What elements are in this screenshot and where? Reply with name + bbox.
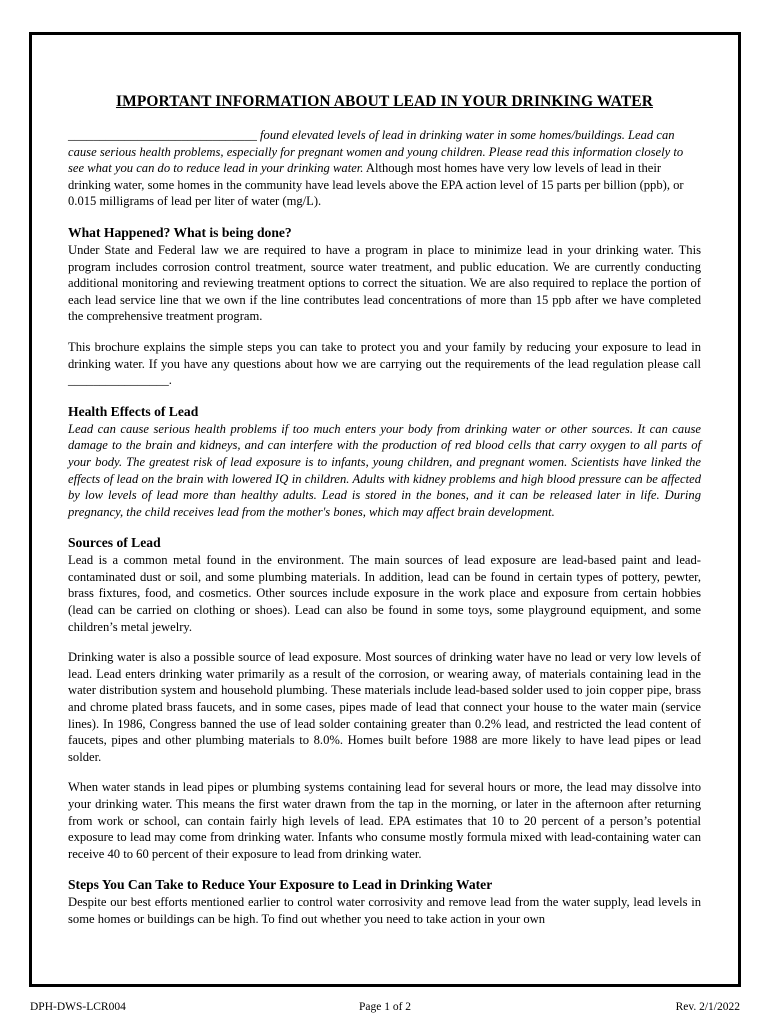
intro-italic-text: found elevated levels of lead in drinking water in some homes/buildings. Lead can cause serious health problems, especially for pregnant women and young children. Please read this information closely to see what you can do to reduce lead in your drinking water.	[68, 128, 684, 176]
footer-doc-id: DPH-DWS-LCR004	[30, 1001, 126, 1013]
what-happened-section	[68, 224, 701, 389]
health-effects-heading: Health Effects of Lead	[68, 403, 199, 419]
footer-revision: Rev. 2/1/2022	[675, 1001, 740, 1013]
sources-paragraph-2: Drinking water is also a possible source of lead exposure. Most sources of drinking water have no lead or very low levels of lead. Lead enters drinking water primarily as a result of the corrosion, or wearing away, of materials containing lead in the water distribution system and household plumbing. These materials include lead-based solder used to join copper pipe, brass and chrome plated brass faucets, and in some cases, pipes made of lead that connect your house to the water main (service lines). In 1986, Congress banned the use of lead solder containing greater than 0.2% lead, and restricted the lead content of faucets, pipes and other plumbing materials to 8.0%. Homes built before 1988 are more likely to have lead pipes or lead solder.	[68, 650, 701, 764]
intro-blank-line: ______________________________	[68, 128, 257, 142]
what-happened-heading: What Happened? What is being done?	[68, 224, 292, 240]
document-body	[68, 93, 701, 928]
steps-section	[68, 876, 701, 927]
intro-paragraph	[68, 127, 701, 210]
what-happened-paragraph-2: This brochure explains the simple steps you can take to protect you and your family by reducing your exposure to lead in drinking water. If you have any questions about how we are carrying out the requirements of the lead regulation please call ________________.	[68, 339, 701, 388]
document-title: IMPORTANT INFORMATION ABOUT LEAD IN YOUR DRINKING WATER	[115, 93, 654, 110]
health-effects-section	[68, 403, 701, 521]
sources-paragraph-1: Lead is a common metal found in the environment. The main sources of lead exposure are lead-based paint and lead-contaminated dust or soil, and some plumbing materials. In addition, lead can be found in certain types of pottery, pewter, brass fixtures, food, and cosmetics. Other sources include exposure in the work place and exposure from certain hobbies (lead can be carried on clothing or shoes). Lead can also be found in some toys, some playground equipment, and some children’s metal jewelry.	[68, 553, 701, 634]
sources-paragraph-3: When water stands in lead pipes or plumbing systems containing lead for several hours or more, the lead may dissolve into your drinking water. This means the first water drawn from the tap in the morning, or later in the afternoon after returning from work or school, can contain fairly high levels of lead. EPA estimates that 10 to 20 percent of a person’s potential exposure to lead may come from drinking water. Infants who consume mostly formula mixed with lead-containing water can receive 40 to 60 percent of their exposure to lead from drinking water.	[68, 780, 701, 861]
sources-heading: Sources of Lead	[68, 535, 161, 551]
intro-section	[68, 127, 701, 210]
sources-section	[68, 534, 701, 862]
steps-paragraph: Despite our best efforts mentioned earlier to control water corrosivity and remove lead from the water supply, lead levels in some homes or buildings can be high. To find out whether you need to take action in your own	[68, 895, 701, 926]
what-happened-paragraph-1: Under State and Federal law we are required to have a program in place to minimize lead in your drinking water. This program includes corrosion control treatment, source water treatment, and public education. We are currently conducting additional monitoring and reviewing treatment options to correct the situation. We are also required to replace the portion of each lead service line that we own if the line contributes lead concentrations of more than 15 ppb after we have completed the comprehensive treatment program.	[68, 242, 701, 324]
footer-page-number: Page 1 of 2	[358, 1001, 412, 1013]
intro-normal-text: Although most homes have very low levels of lead in their drinking water, some homes in the community have lead levels above the EPA action level of 15 parts per billion (ppb), or 0.015 milligrams of lead per liter of water (mg/L).	[68, 161, 684, 209]
health-effects-paragraph: Lead can cause serious health problems if too much enters your body from drinking water or other sources. It can cause damage to the brain and kidneys, and can interfere with the production of red blood cells that carry oxygen to all parts of your body. The greatest risk of lead exposure is to infants, young children, and pregnant women. Scientists have linked the effects of lead on the brain with lowered IQ in children. Adults with kidney problems and high blood pressure can be affected by low levels of lead more than healthy adults. Lead is stored in the bones, and it can be released later in life. During pregnancy, the child receives lead from the mother's bones, which may affect brain development.	[68, 421, 701, 519]
steps-heading: Steps You Can Take to Reduce Your Exposure to Lead in Drinking Water	[68, 877, 493, 893]
